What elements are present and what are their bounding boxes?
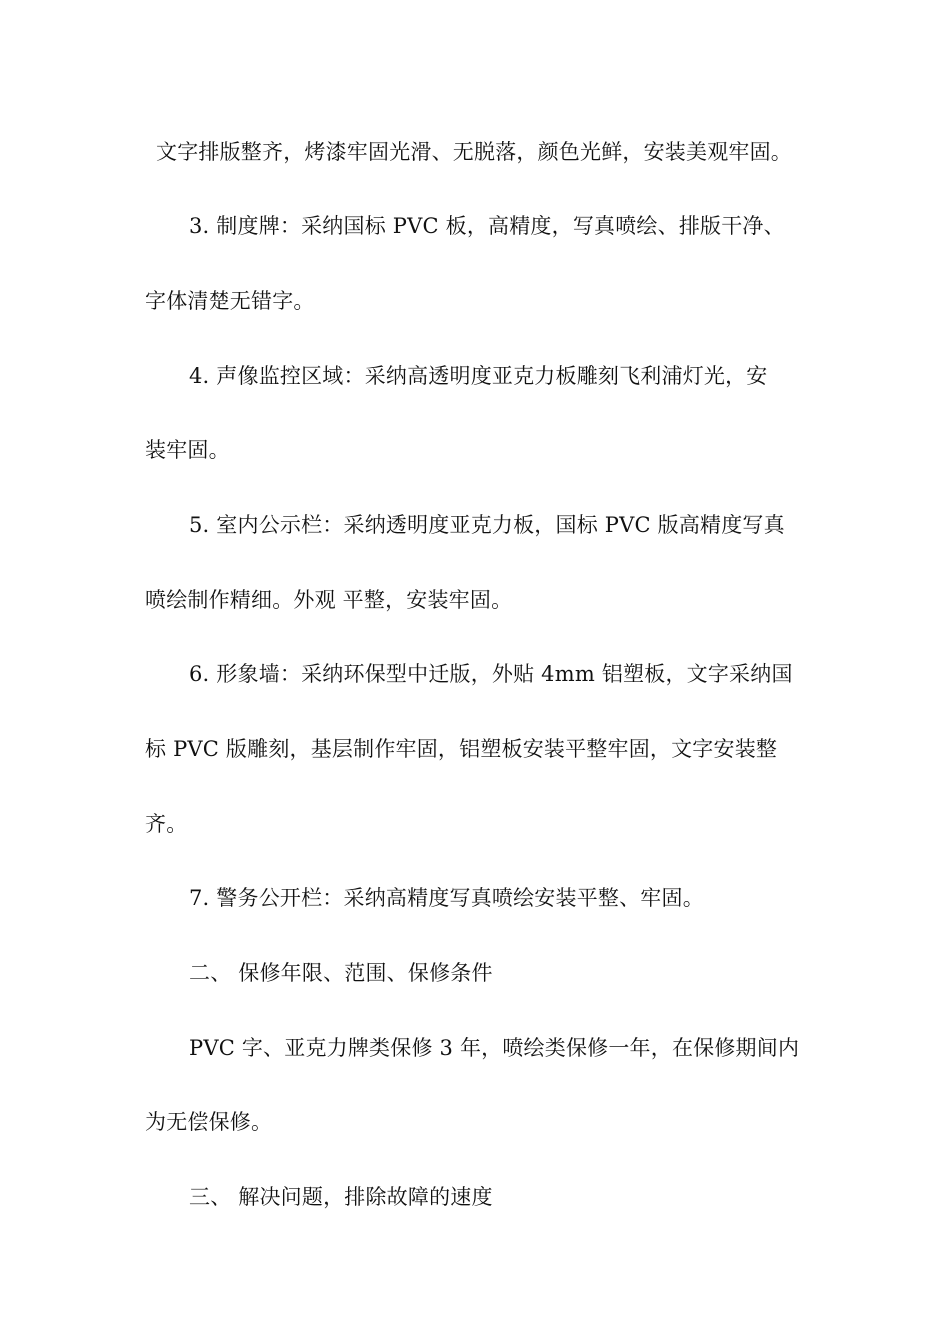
item-5-indoor-notice-line-2: 喷绘制作精细。外观 平整，安装牢固。 xyxy=(145,588,513,612)
section-3-heading: 三、 解决问题，排除故障的速度 xyxy=(189,1185,493,1209)
warranty-text-line-2: 为无偿保修。 xyxy=(145,1110,273,1134)
warranty-text-line-1: PVC 字、亚克力牌类保修 3 年，喷绘类保修一年，在保修期间内 xyxy=(189,1036,800,1060)
item-6-image-wall-line-1: 6. 形象墙：采纳环保型中迁版，外贴 4mm 铝塑板，文字采纳国 xyxy=(189,662,793,686)
item-4-video-monitor-line-2: 装牢固。 xyxy=(145,438,230,462)
item-6-image-wall-line-2: 标 PVC 版雕刻，基层制作牢固，铝塑板安装平整牢固，文字安装整 xyxy=(145,737,778,761)
item-3-rule-board-line-2: 字体清楚无错字。 xyxy=(145,289,315,313)
item-5-indoor-notice-line-1: 5. 室内公示栏：采纳透明度亚克力板，国标 PVC 版高精度写真 xyxy=(189,513,785,537)
item-4-video-monitor-line-1: 4. 声像监控区域：采纳高透明度亚克力板雕刻飞利浦灯光，安 xyxy=(189,364,768,388)
section-2-heading: 二、 保修年限、范围、保修条件 xyxy=(189,961,493,985)
item-7-police-disclosure: 7. 警务公开栏：采纳高精度写真喷绘安装平整、牢固。 xyxy=(189,886,704,910)
text-line-finish-quality: 文字排版整齐，烤漆牢固光滑、无脱落，颜色光鲜，安装美观牢固。 xyxy=(156,140,792,164)
item-3-rule-board-line-1: 3. 制度牌：采纳国标 PVC 板，高精度，写真喷绘、排版干净、 xyxy=(189,214,785,238)
item-6-image-wall-line-3: 齐。 xyxy=(145,812,188,836)
